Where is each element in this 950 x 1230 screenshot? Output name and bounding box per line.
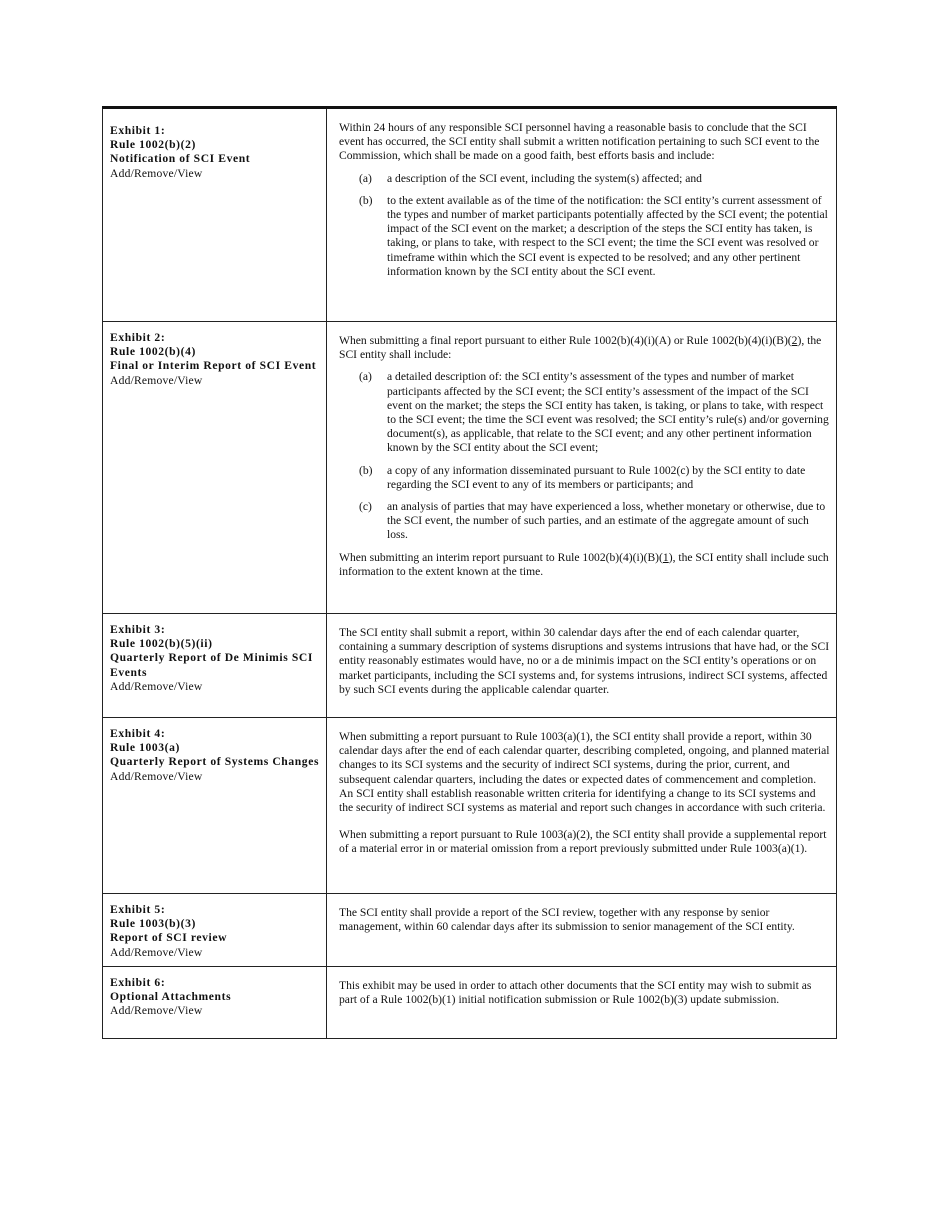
list-item-text: a description of the SCI event, including the system(s) affected; and xyxy=(387,171,702,185)
exhibit-paragraph: When submitting a report pursuant to Rule 1003(a)(2), the SCI entity shall provide a supplemental report of a material error in or material omission from a report previously submitted under Rule 1003(a)(1). xyxy=(339,828,827,856)
exhibit-number: Exhibit 4: xyxy=(110,727,166,740)
exhibit-number: Exhibit 3: xyxy=(110,623,166,636)
exhibit-row xyxy=(103,718,837,894)
list-item xyxy=(339,194,832,279)
list-item-label: (b) xyxy=(359,193,373,207)
exhibit-header-cell xyxy=(103,966,327,1038)
exhibit-description-cell xyxy=(327,966,837,1038)
exhibit-header-cell xyxy=(103,108,327,322)
exhibit-description-cell xyxy=(327,108,837,322)
exhibit-title: Optional Attachments xyxy=(110,990,232,1004)
exhibit-closing: When submitting an interim report pursuant to Rule 1002(b)(4)(i)(B)(1), the SCI entity shall include such information to the extent known at the time. xyxy=(339,550,829,578)
exhibit-number: Exhibit 6: xyxy=(110,975,166,989)
exhibit-row xyxy=(103,894,837,967)
list-item xyxy=(339,172,832,186)
exhibit-title: Notification of SCI Event xyxy=(110,152,251,166)
list-item-text: to the extent available as of the time of the notification: the SCI entity’s current assessment of the types and number of market participants potentially affected by the SCI event; the potential impact of the SCI event on the market; a description of the steps the SCI entity has taken, is taking, or plans to take, with respect to the SCI event; the time the SCI event was resolved or timeframe within which the SCI event is expected to be resolved; and any other pertinent information known by the SCI entity about the SCI event. xyxy=(387,193,828,278)
exhibit-row xyxy=(103,966,837,1038)
exhibit-title: Report of SCI review xyxy=(110,931,228,945)
exhibit-intro: Within 24 hours of any responsible SCI personnel having a reasonable basis to conclude that the SCI event has occurred, the SCI entity shall submit a written notification pertaining to such SCI event to the Commission, which shall be made on a good faith, best efforts basis and include: xyxy=(339,121,820,163)
exhibit-text: The SCI entity shall submit a report, within 30 calendar days after the end of each calendar quarter, containing a summary description of systems disruptions and systems intrusions that have had, or the SCI entity reasonably estimates would have, no or a de minimis impact on the SCI entity’s operations or on market participants, including the SCI systems and, for systems intrusions, indirect SCI systems, affected by such SCI events during the applicable calendar quarter. xyxy=(339,626,830,696)
exhibit-rule: Rule 1002(b)(4) xyxy=(110,345,196,359)
exhibits-table xyxy=(102,106,837,1039)
exhibit-number: Exhibit 5: xyxy=(110,903,166,916)
add-remove-view-link[interactable]: Add/Remove/View xyxy=(110,373,203,387)
exhibit-header-cell xyxy=(103,614,327,718)
exhibit-rule: Rule 1003(a) xyxy=(110,741,180,755)
exhibit-rule: Rule 1003(b)(3) xyxy=(110,917,196,931)
exhibit-number: Exhibit 2: xyxy=(110,331,166,344)
exhibit-paragraph: When submitting a report pursuant to Rule 1003(a)(1), the SCI entity shall provide a report, within 30 calendar days after the end of each calendar quarter, describing completed, ongoing, and planned material changes to its SCI systems and the security of indirect SCI systems, during the prior, current, and subsequent calendar quarters, including the dates or expected dates of commencement and completion. An SCI entity shall establish reasonable written criteria for identifying a change to its SCI systems and the security of indirect SCI systems as material and report such changes in accordance with such criteria. xyxy=(339,730,830,815)
list-item-text: a detailed description of: the SCI entity’s assessment of the types and number of market participants affected by the SCI event; the SCI entity’s assessment of the impact of the SCI event on the market; the steps the SCI entity has taken, is taking, or plans to take, with respect to the SCI event; the time the SCI event was resolved; the SCI entity’s rule(s) and/or governing document(s), as applicable, that relate to the SCI event; and any other pertinent information known by the SCI entity about the SCI event; xyxy=(387,370,829,455)
list-item-label: (a) xyxy=(359,171,372,185)
exhibit-description-cell xyxy=(327,614,837,718)
exhibit-intro: When submitting a final report pursuant to either Rule 1002(b)(4)(i)(A) or Rule 1002(b)(4)(i)(B)(2), the SCI entity shall include: xyxy=(339,334,822,362)
exhibit-row xyxy=(103,322,837,614)
list-item xyxy=(339,370,832,455)
list-item-label: (c) xyxy=(359,500,372,514)
list-item-text: a copy of any information disseminated pursuant to Rule 1002(c) by the SCI entity to date regarding the SCI event to any of its members or participants; and xyxy=(387,463,806,491)
exhibit-description-cell xyxy=(327,894,837,967)
add-remove-view-link[interactable]: Add/Remove/View xyxy=(110,166,203,180)
list-item xyxy=(339,464,832,492)
exhibit-title: Final or Interim Report of SCI Event xyxy=(110,359,317,373)
exhibit-text: The SCI entity shall provide a report of the SCI review, together with any response by senior management, within 60 calendar days after its submission to senior management of the SCI entity. xyxy=(339,906,795,934)
exhibit-row xyxy=(103,108,837,322)
exhibit-row xyxy=(103,614,837,718)
add-remove-view-link[interactable]: Add/Remove/View xyxy=(110,945,203,959)
exhibit-title: Quarterly Report of Systems Changes xyxy=(110,755,320,769)
exhibit-header-cell xyxy=(103,718,327,894)
exhibit-description-cell xyxy=(327,718,837,894)
list-item-label: (b) xyxy=(359,463,373,477)
list-item-text: an analysis of parties that may have experienced a loss, whether monetary or otherwise, due to the SCI event, the number of such parties, and an estimate of the aggregate amount of such loss. xyxy=(387,500,826,542)
add-remove-view-link[interactable]: Add/Remove/View xyxy=(110,1004,203,1018)
add-remove-view-link[interactable]: Add/Remove/View xyxy=(110,679,203,693)
list-item-label: (a) xyxy=(359,370,372,384)
list-item xyxy=(339,500,832,543)
exhibit-header-cell xyxy=(103,322,327,614)
exhibit-rule: Rule 1002(b)(5)(ii) xyxy=(110,637,213,651)
exhibit-header-cell xyxy=(103,894,327,967)
exhibit-rule: Rule 1002(b)(2) xyxy=(110,138,196,152)
exhibit-text: This exhibit may be used in order to attach other documents that the SCI entity may wish to submit as part of a Rule 1002(b)(1) initial notification submission or Rule 1002(b)(3) update submission. xyxy=(339,978,812,1007)
exhibit-title: Quarterly Report of De Minimis SCI Events xyxy=(110,651,313,679)
exhibit-number: Exhibit 1: xyxy=(110,124,166,137)
exhibit-description-cell xyxy=(327,322,837,614)
add-remove-view-link[interactable]: Add/Remove/View xyxy=(110,769,203,783)
